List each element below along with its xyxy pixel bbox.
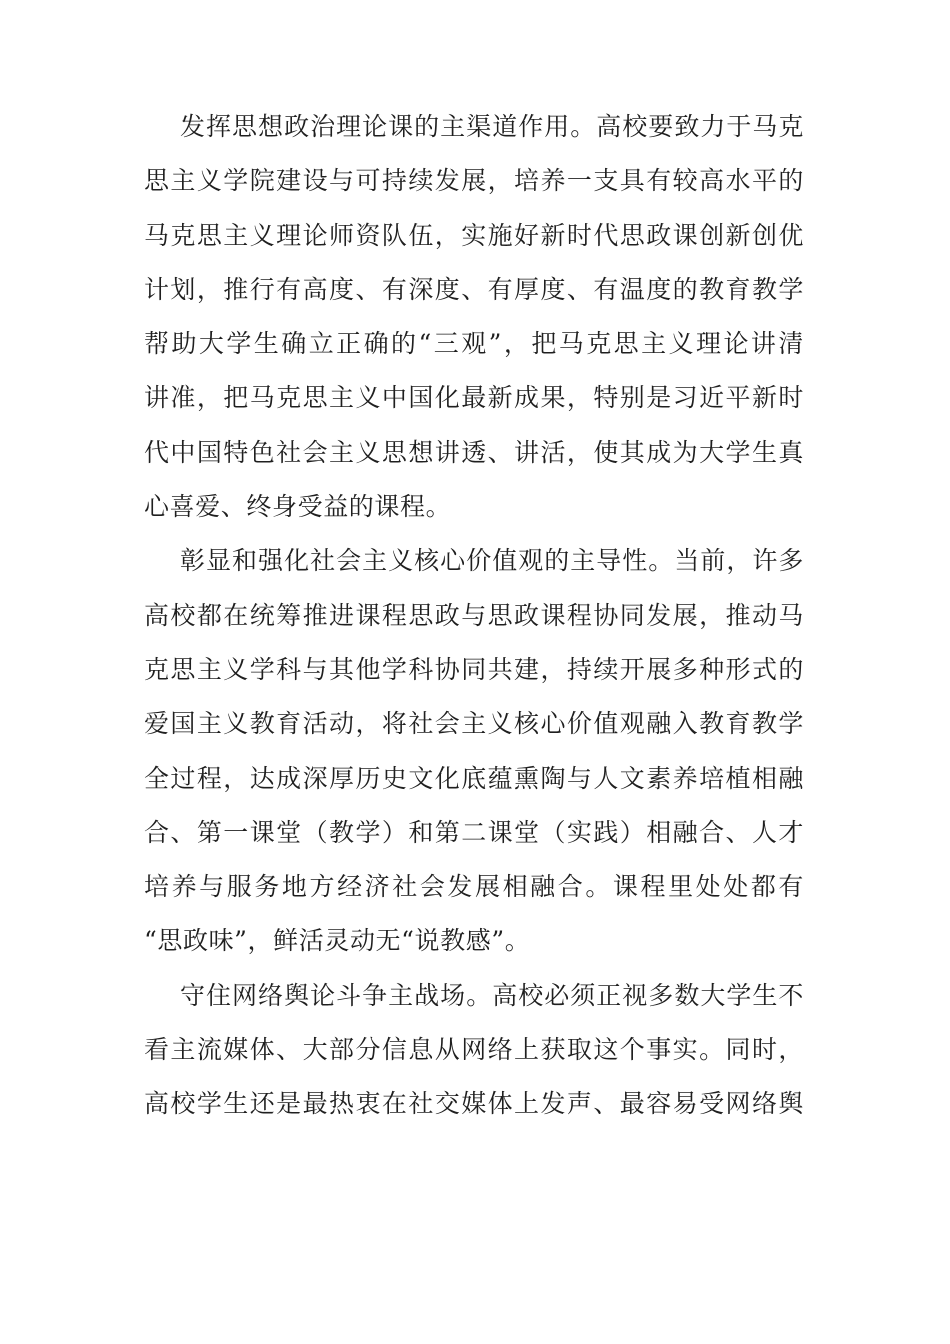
paragraph-2-line-3: 克思主义学科与其他学科协同共建，持续开展多种形式的 [144,654,804,684]
paragraph-3-line-2: 看主流媒体、大部分信息从网络上获取这个事实。同时， [144,1035,804,1065]
paragraph-3-line-1: 守住网络舆论斗争主战场。高校必须正视多数大学生不 [180,980,804,1010]
paragraph-1-line-2: 思主义学院建设与可持续发展，培养一支具有较高水平的 [144,166,804,196]
paragraph-1-line-5: 帮助大学生确立正确的“三观”，把马克思主义理论讲清 [144,329,804,359]
paragraph-2-line-4: 爱国主义教育活动，将社会主义核心价值观融入教育教学 [144,709,804,739]
paragraph-1-line-3: 马克思主义理论师资队伍，实施好新时代思政课创新创优 [144,220,804,250]
document-body [144,100,804,1132]
paragraph-2-line-5: 全过程，达成深厚历史文化底蕴熏陶与人文素养培植相融 [144,763,804,793]
paragraph-2-line-8: “思政味”，鲜活灵动无“说教感”。 [144,926,531,956]
paragraph-1-line-1: 发挥思想政治理论课的主渠道作用。高校要致力于马克 [180,112,804,141]
paragraph-1-line-7: 代中国特色社会主义思想讲透、讲活，使其成为大学生真 [144,437,804,467]
paragraph-1-line-8: 心喜爱、终身受益的课程。 [144,492,452,522]
paragraph-1-line-6: 讲准，把马克思主义中国化最新成果，特别是习近平新时 [144,383,804,413]
paragraph-2-line-1: 彰显和强化社会主义核心价值观的主导性。当前，许多 [180,546,804,576]
paragraph-2-line-6: 合、第一课堂（教学）和第二课堂（实践）相融合、人才 [144,817,804,847]
paragraph-1-line-4: 计划，推行有高度、有深度、有厚度、有温度的教育教学 [144,274,804,304]
paragraph-2-line-7: 培养与服务地方经济社会发展相融合。课程里处处都有 [144,872,804,902]
paragraph-3-line-3: 高校学生还是最热衷在社交媒体上发声、最容易受网络舆 [144,1089,804,1119]
paragraph-2-line-2: 高校都在统筹推进课程思政与思政课程协同发展，推动马 [144,600,804,630]
